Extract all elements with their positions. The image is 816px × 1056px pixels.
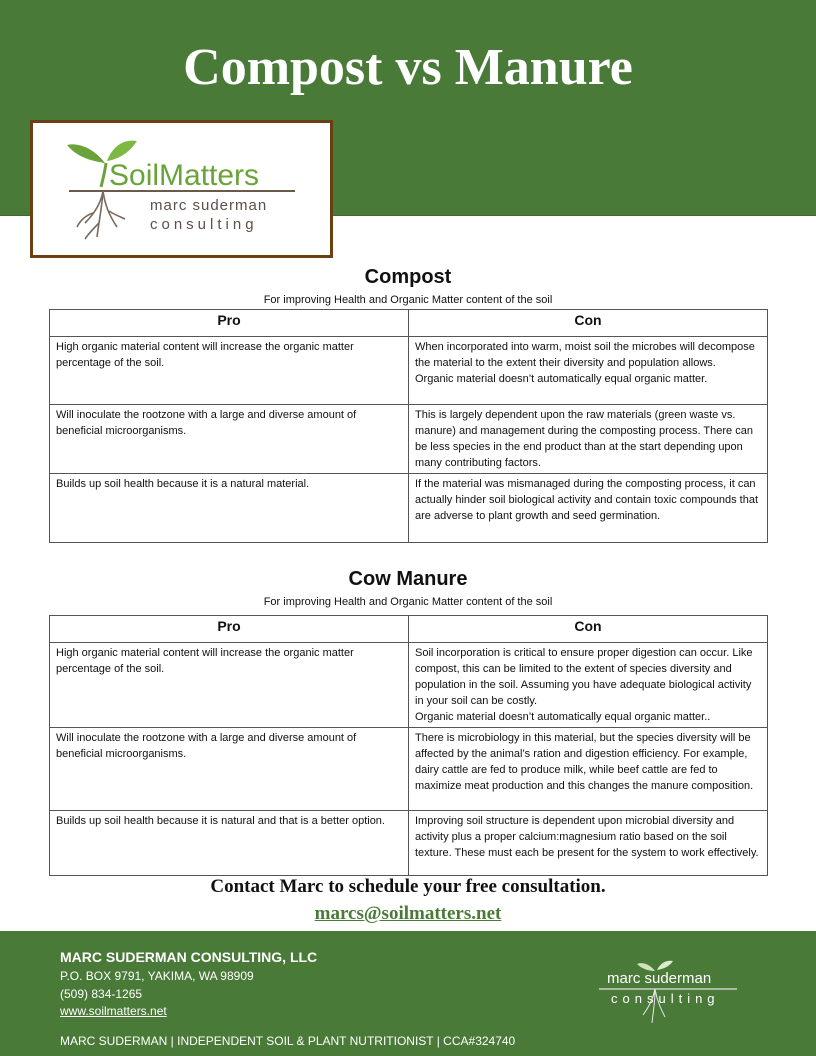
cell-text: Builds up soil health because it is natural and that is a better option. [56, 815, 385, 827]
manure-title: Cow Manure [348, 568, 468, 590]
compost-title: Compost [364, 266, 452, 288]
footer-company: MARC SUDERMAN CONSULTING, LLC [60, 949, 318, 965]
manure-table [49, 615, 768, 876]
pro-cell [50, 474, 409, 543]
cell-text: If the material was mismanaged during the composting process, it can actually hinder soil biological activity and contain toxic compounds that are adverse to plant growth and seed germination. [415, 478, 759, 522]
footer-tagline: MARC SUDERMAN | INDEPENDENT SOIL & PLANT NUTRITIONIST | CCA#324740 [60, 1034, 516, 1048]
cell-text: Will inoculate the rootzone with a large and diverse amount of beneficial microorganisms. [56, 409, 357, 437]
cell-text: High organic material content will increase the organic matter percentage of the soil. [56, 647, 354, 675]
cell-text: Will inoculate the rootzone with a large and diverse amount of beneficial microorganisms. [56, 732, 357, 760]
table-header-row [50, 616, 768, 643]
table-row [50, 811, 768, 876]
footer-address: P.O. BOX 9791, YAKIMA, WA 98909 [60, 969, 254, 983]
pro-cell [50, 405, 409, 474]
footer-phone: (509) 834-1265 [60, 987, 143, 1001]
pro-cell [50, 728, 409, 811]
soilmatters-logo [30, 120, 333, 258]
contact-email-row [0, 903, 816, 925]
cell-text: This is largely dependent upon the raw materials (green waste vs. manure) and management during the composting process. There can be less species in the end product than at the start depending upon many contributing factors. [415, 409, 753, 469]
cell-text: Organic material doesn’t automatically equal organic matter. [415, 373, 708, 385]
table-header-row [50, 310, 768, 337]
cell-text: When incorporated into warm, moist soil the microbes will decompose the material to the extent their diversity and population allows. [415, 341, 755, 369]
compost-subtitle: For improving Health and Organic Matter content of the soil [263, 294, 553, 306]
table-row [50, 643, 768, 728]
con-header: Con [409, 310, 768, 337]
sprout-leaf-icon [107, 141, 137, 161]
footer-logo [595, 959, 745, 1029]
contact-email-link[interactable]: marcs@soilmatters.net [314, 903, 502, 924]
con-cell [409, 337, 768, 405]
compost-table [49, 309, 768, 543]
cell-text: Builds up soil health because it is a natural material. [56, 478, 310, 490]
pro-cell [50, 643, 409, 728]
table-row [50, 474, 768, 543]
pro-cell [50, 337, 409, 405]
con-cell [409, 474, 768, 543]
con-cell [409, 728, 768, 811]
pro-header: Pro [50, 310, 409, 337]
con-cell [409, 811, 768, 876]
cell-text: There is microbiology in this material, but the species diversity will be affected by the animal’s ration and digestion efficiency. For example, dairy cattle are fed to produce milk, while beef cattle are fed to maximize meat production and this changes the manure composition. [415, 732, 754, 792]
contact-cta: Contact Marc to schedule your free consultation. [210, 876, 606, 897]
sprout-leaf-icon [657, 961, 673, 970]
pro-header: Pro [50, 616, 409, 643]
logo-line2: consulting [150, 216, 258, 233]
table-row [50, 337, 768, 405]
roots-icon [77, 191, 125, 239]
logo-graphic [33, 123, 330, 255]
pro-cell [50, 811, 409, 876]
footer-logo-line2: consulting [611, 991, 720, 1006]
footer-band [0, 931, 816, 1056]
footer-logo-line1: marc suderman [607, 970, 712, 987]
table-row [50, 728, 768, 811]
logo-brand-text: SoilMatters [109, 159, 260, 192]
cell-text: High organic material content will increase the organic matter percentage of the soil. [56, 341, 354, 369]
logo-line1: marc suderman [150, 197, 268, 214]
cell-text: Improving soil structure is dependent upon microbial diversity and activity plus a proper calcium:magnesium ratio based on the soil texture. These must each be present for the system to work effectively. [415, 815, 759, 859]
con-header: Con [409, 616, 768, 643]
cell-text: Organic material doesn’t automatically equal organic matter.. [415, 711, 711, 723]
cell-text: Soil incorporation is critical to ensure proper digestion can occur. Like compost, this can be limited to the extent of species diversity and population in the soil. Assuming you have adequate biological activity in your soil can be costly. [415, 647, 753, 707]
table-row [50, 405, 768, 474]
manure-subtitle: For improving Health and Organic Matter content of the soil [263, 596, 553, 608]
sprout-leaf-icon [67, 144, 105, 163]
con-cell [409, 643, 768, 728]
page-title: Compost vs Manure [183, 39, 633, 96]
footer-website-link[interactable]: www.soilmatters.net [60, 1004, 167, 1018]
con-cell [409, 405, 768, 474]
